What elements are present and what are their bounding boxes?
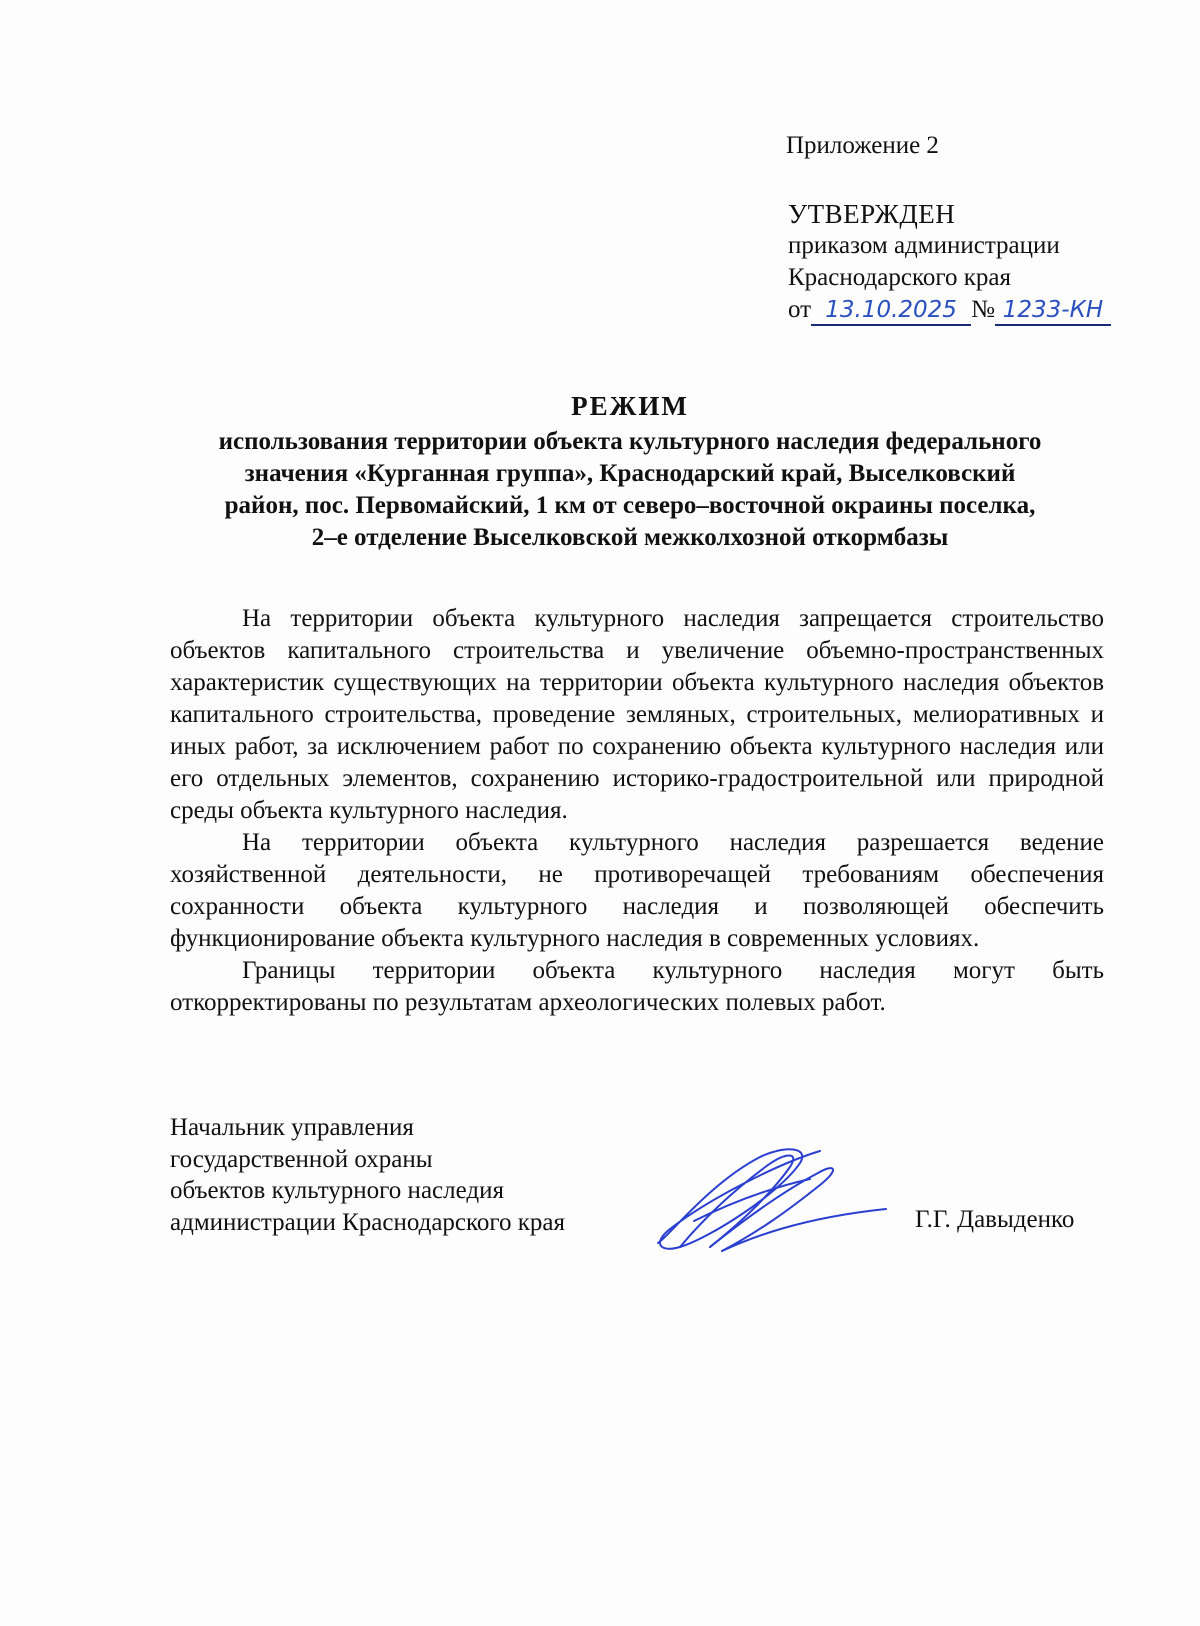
order-date-number-line [788,294,1111,326]
paragraph-boundaries: Границы территории объекта культурного наследия могут быть откорректированы по результатам археологических полевых работ. [170,957,1104,1016]
handwritten-signature [650,1143,890,1255]
position-line-1: Начальник управления [170,1114,414,1141]
title-subline-4: 2–е отделение Выселковской межколхозной откормбазы [311,524,949,551]
handwritten-number: 1233-КН [995,296,1111,326]
title-subline-2: значения «Курганная группа», Краснодарский край, Выселковский [244,460,1016,487]
paragraph-prohibitions: На территории объекта культурного наследия запрещается строительство объектов капитального строительства и увеличение объемно-пространственных характеристик существующих на территории объекта культурного наследия объектов капитального строительства, проведение земляных, строительных, мелиоративных и иных работ, за исключением работ по сохранению объекта культурного наследия или его отдельных элементов, сохранению историко-градостроительной или природной среды объекта культурного наследия. [170,605,1104,824]
appendix-label: Приложение 2 [786,132,939,159]
approved-by-line-1: приказом администрации [788,232,1060,259]
paragraph-permissions: На территории объекта культурного наследия разрешается ведение хозяйственной деятельности, не противоречащей требованиям обеспечения сохранности объекта культурного наследия и позволяющей обеспечить функционирование объекта культурного наследия в современных условиях. [170,829,1104,952]
document-body [170,603,1104,1019]
number-prefix: № [971,296,995,323]
approval-stamp [788,198,1111,326]
title-main: РЕЖИМ [571,391,689,421]
document-title [150,390,1110,554]
signatory-position [170,1112,565,1238]
position-line-3: объектов культурного наследия [170,1177,504,1204]
date-prefix: от [788,296,812,323]
position-line-2: государственной охраны [170,1145,433,1173]
approved-by-line-2: Краснодарского края [788,264,1011,291]
signer-name: Г.Г. Давыденко [915,1206,1075,1233]
title-subline-3: район, пос. Первомайский, 1 км от северо–восточной окраины поселка, [224,492,1036,519]
position-line-4: администрации Краснодарского края [170,1208,566,1236]
title-subline-1: использования территории объекта культурного наследия федерального [218,428,1042,455]
handwritten-date: 13.10.2025 [811,296,971,326]
approved-heading: УТВЕРЖДЕН [788,199,956,229]
